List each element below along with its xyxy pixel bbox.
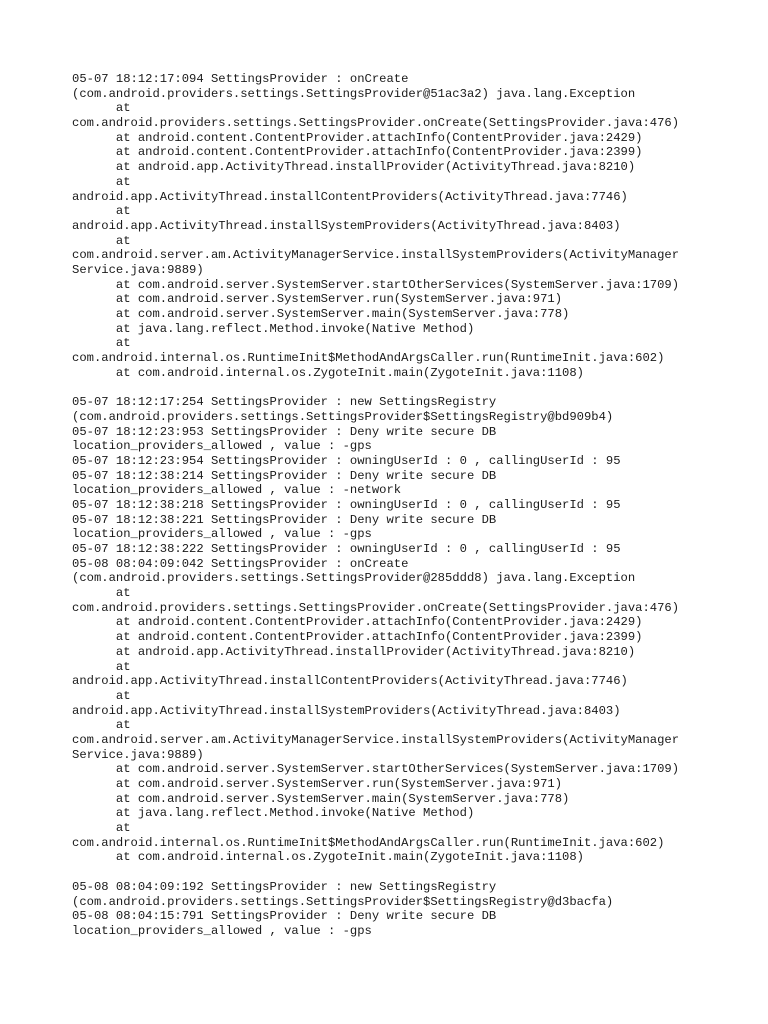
log-line: at com.android.server.SystemServer.startOtherServices(SystemServer.java:1709) <box>72 762 680 777</box>
log-line: at com.android.server.SystemServer.startOtherServices(SystemServer.java:1709) <box>72 277 680 292</box>
log-line: (com.android.providers.settings.SettingsProvider$SettingsRegistry@bd909b4) <box>72 409 614 424</box>
log-line: at <box>72 688 131 703</box>
log-line: 05-08 08:04:09:192 SettingsProvider : new SettingsRegistry <box>72 879 497 894</box>
log-line: 05-07 18:12:38:221 SettingsProvider : Deny write secure DB <box>72 512 497 527</box>
log-line <box>72 380 712 395</box>
log-line: location_providers_allowed , value : -gps <box>72 439 372 454</box>
log-line: at com.android.internal.os.ZygoteInit.main(ZygoteInit.java:1108) <box>72 850 584 865</box>
log-line: 05-07 18:12:23:954 SettingsProvider : owningUserId : 0 , callingUserId : 95 <box>72 453 621 468</box>
log-line: 05-08 08:04:09:042 SettingsProvider : onCreate <box>72 556 409 571</box>
log-line: location_providers_allowed , value : -gps <box>72 527 372 542</box>
log-line: 05-07 18:12:38:214 SettingsProvider : Deny write secure DB <box>72 468 497 483</box>
log-line: 05-07 18:12:17:254 SettingsProvider : new SettingsRegistry <box>72 395 497 410</box>
log-line: at <box>72 586 131 601</box>
log-line: at <box>72 204 131 219</box>
log-line: at android.app.ActivityThread.installProvider(ActivityThread.java:8210) <box>72 160 636 175</box>
log-line: android.app.ActivityThread.installSystemProviders(ActivityThread.java:8403) <box>72 703 621 718</box>
log-line: at <box>72 174 131 189</box>
log-line: at com.android.server.SystemServer.run(SystemServer.java:971) <box>72 777 563 791</box>
log-line: (com.android.providers.settings.SettingsProvider@285ddd8) java.lang.Exception <box>72 571 636 586</box>
log-line: Service.java:9889) <box>72 747 204 762</box>
log-line: at <box>72 233 131 248</box>
log-line: at java.lang.reflect.Method.invoke(Native Method) <box>72 321 475 336</box>
log-line: Service.java:9889) <box>72 262 204 277</box>
log-line: at <box>72 718 131 733</box>
log-line: com.android.server.am.ActivityManagerService.installSystemProviders(ActivityManager <box>72 732 680 747</box>
log-line: com.android.providers.settings.SettingsProvider.onCreate(SettingsProvider.java:476) <box>72 600 680 615</box>
log-line: at com.android.internal.os.ZygoteInit.main(ZygoteInit.java:1108) <box>72 365 584 380</box>
log-line: at com.android.server.SystemServer.run(SystemServer.java:971) <box>72 292 563 307</box>
log-line: (com.android.providers.settings.SettingsProvider@51ac3a2) java.lang.Exception <box>72 86 636 101</box>
log-line: 05-07 18:12:38:218 SettingsProvider : owningUserId : 0 , callingUserId : 95 <box>72 497 621 512</box>
log-line: com.android.providers.settings.SettingsProvider.onCreate(SettingsProvider.java:476) <box>72 116 680 131</box>
log-line: at android.content.ContentProvider.attachInfo(ContentProvider.java:2429) <box>72 130 643 145</box>
log-line: at android.content.ContentProvider.attachInfo(ContentProvider.java:2399) <box>72 145 643 160</box>
log-line: location_providers_allowed , value : -gps <box>72 923 372 938</box>
log-line: android.app.ActivityThread.installSystemProviders(ActivityThread.java:8403) <box>72 218 621 233</box>
log-line: at com.android.server.SystemServer.main(SystemServer.java:778) <box>72 791 570 806</box>
log-line: android.app.ActivityThread.installContentProviders(ActivityThread.java:7746) <box>72 189 628 204</box>
log-line: at java.lang.reflect.Method.invoke(Native Method) <box>72 806 475 821</box>
log-line: at com.android.server.SystemServer.main(SystemServer.java:778) <box>72 307 570 321</box>
log-line: 05-07 18:12:38:222 SettingsProvider : owningUserId : 0 , callingUserId : 95 <box>72 542 621 556</box>
log-line: at android.content.ContentProvider.attachInfo(ContentProvider.java:2399) <box>72 630 643 645</box>
log-line: at android.content.ContentProvider.attachInfo(ContentProvider.java:2429) <box>72 615 643 630</box>
log-line: location_providers_allowed , value : -network <box>72 483 402 498</box>
log-line: 05-07 18:12:23:953 SettingsProvider : Deny write secure DB <box>72 424 497 439</box>
log-text <box>72 72 712 939</box>
log-line: at <box>72 821 131 836</box>
log-line: 05-07 18:12:17:094 SettingsProvider : onCreate <box>72 72 409 86</box>
log-line: com.android.internal.os.RuntimeInit$MethodAndArgsCaller.run(RuntimeInit.java:602) <box>72 351 665 366</box>
log-line: at <box>72 659 131 674</box>
log-line: at <box>72 336 131 351</box>
log-line: com.android.server.am.ActivityManagerService.installSystemProviders(ActivityManager <box>72 248 680 263</box>
log-line: at <box>72 101 131 116</box>
log-line: 05-08 08:04:15:791 SettingsProvider : Deny write secure DB <box>72 909 497 924</box>
log-line: com.android.internal.os.RuntimeInit$MethodAndArgsCaller.run(RuntimeInit.java:602) <box>72 835 665 850</box>
log-line: (com.android.providers.settings.SettingsProvider$SettingsRegistry@d3bacfa) <box>72 894 614 909</box>
log-line: android.app.ActivityThread.installContentProviders(ActivityThread.java:7746) <box>72 674 628 689</box>
log-line: at android.app.ActivityThread.installProvider(ActivityThread.java:8210) <box>72 644 636 659</box>
log-line <box>72 865 712 880</box>
